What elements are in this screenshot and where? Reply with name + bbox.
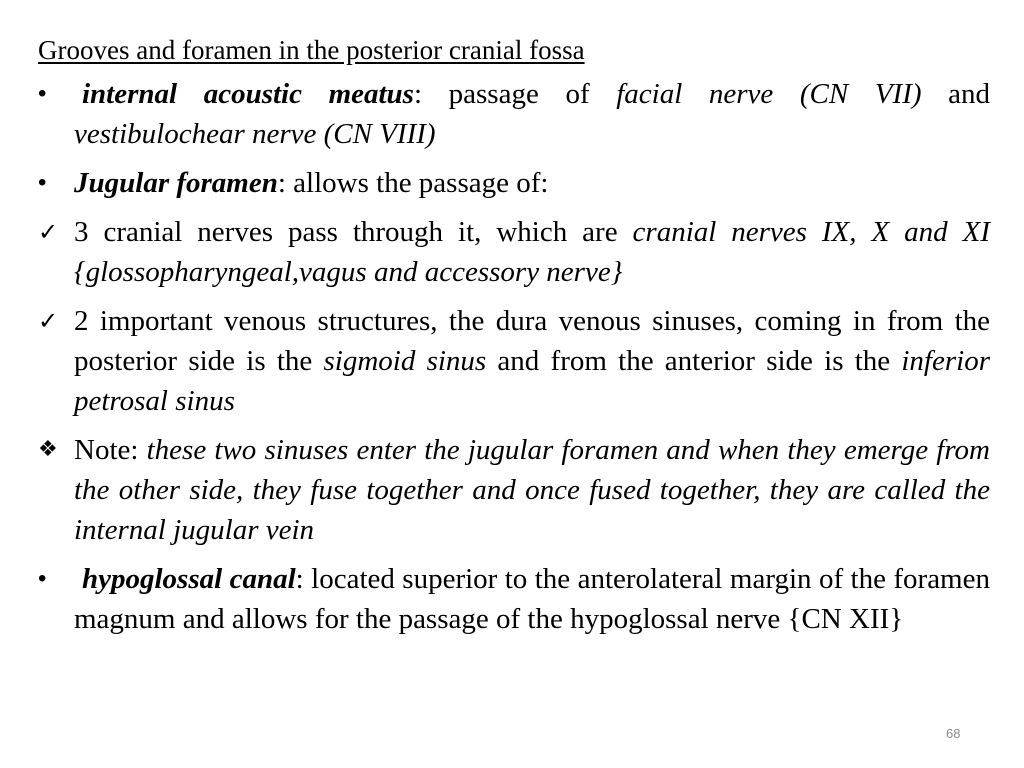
item-italic-text: vestibulochear nerve (CN VIII) [74,118,436,150]
item-text: 3 cranial nerves pass through it, which are [74,216,633,248]
item-italic-text: facial nerve (CN VII) [616,78,922,110]
term-jugular-foramen: Jugular foramen [74,167,278,199]
term-internal-acoustic-meatus: internal acoustic meatus [82,78,414,110]
bullet-icon: • [38,80,47,107]
bullet-item-internal-acoustic-meatus [38,74,990,154]
check-item-venous-structures [38,301,990,421]
check-item-cranial-nerves [38,212,990,292]
diamond-bullet-icon: ❖ [38,437,58,462]
item-italic-text: inferior petrosal sinus [74,345,990,417]
slide-title: Grooves and foramen in the posterior cranial fossa [38,35,585,65]
bullet-item-jugular-foramen [38,163,990,203]
item-text: : located superior to the anterolateral margin of the foramen magnum and allows for the passage of the hypoglossal nerve {CN XII} [74,563,990,635]
note-item [38,430,990,550]
item-italic-text: these two sinuses enter the jugular foramen and when they emerge from the other side, they fuse together and once fused together, they are called the internal jugular vein [74,434,990,546]
checkmark-icon: ✓ [38,218,59,246]
item-italic-text: sigmoid sinus [323,345,487,377]
item-text: Note: [74,434,147,466]
page-number: 68 [946,726,961,741]
term-hypoglossal-canal: hypoglossal canal [82,563,296,595]
item-text: : passage of [413,78,617,110]
slide-body [38,30,990,648]
item-text: : allows the passage of: [277,167,549,199]
checkmark-icon: ✓ [38,307,59,335]
item-italic-text: cranial nerves IX, X and XI {glossopharyngeal,vagus and accessory nerve} [74,216,990,288]
item-text: 2 important venous structures, the dura venous sinuses, coming in from the posterior side is the [74,305,990,377]
bullet-icon: • [38,169,47,196]
bullet-icon: • [38,565,47,592]
bullet-item-hypoglossal-canal [38,559,990,639]
item-text: and from the anterior side is the [486,345,902,377]
item-text: and [921,78,990,110]
